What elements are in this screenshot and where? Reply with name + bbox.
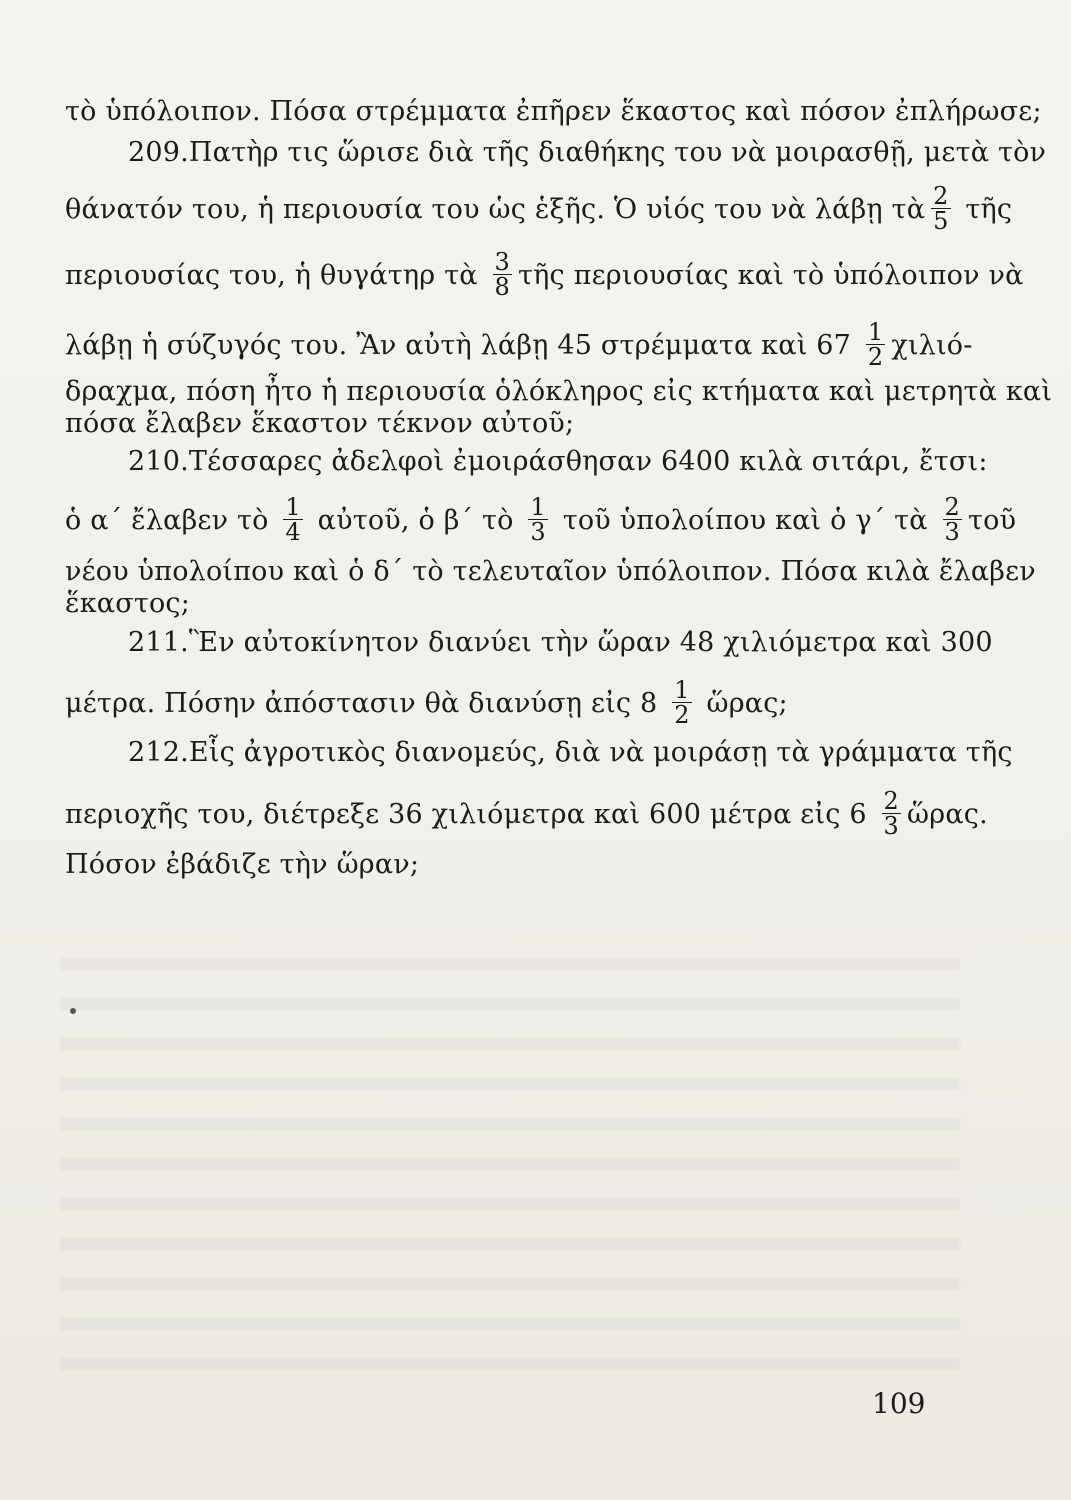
line-text: δραχμα, πόση ἦτο ἡ περιουσία ὁλόκληρος εἰς κτήματα καὶ μετρητὰ καὶ — [65, 376, 1053, 407]
bleed-through-text — [60, 930, 960, 1370]
problem-211-first-line — [128, 623, 993, 663]
fraction-1-4: $\frac{1}{4}$ — [285, 493, 301, 546]
fraction-3-8: $\frac{3}{8}$ — [494, 248, 511, 301]
problem-212-line-2 — [65, 787, 988, 840]
problem-number-211: 211. — [128, 627, 189, 658]
line-text: Πόσον ἐβάδιζε τὴν ὥραν; — [65, 849, 420, 880]
line-text: τῆς — [965, 194, 1013, 225]
problem-212-line-3 — [65, 845, 915, 885]
line-text: Εἷς ἀγροτικὸς διανομεύς, διὰ νὰ μοιράσῃ τὰ γράμματα τῆς — [188, 737, 1013, 768]
line-text: ὁ α΄ ἔλαβεν τὸ — [65, 505, 269, 536]
problem-209-line-3 — [65, 248, 1024, 301]
problem-209-line-4 — [65, 318, 973, 371]
line-text: τῆς περιουσίας καὶ τὸ ὑπόλοιπον νὰ — [518, 260, 1024, 291]
line-text: νέου ὑπολοίπου καὶ ὁ δ΄ τὸ τελευταῖον ὑπόλοιπον. Πόσα κιλὰ ἔλαβεν — [65, 556, 1036, 587]
ink-speck — [70, 1008, 76, 1014]
problem-210-first-line — [128, 442, 988, 482]
line-text: Ἓν αὐτοκίνητον διανύει τὴν ὥραν 48 χιλιόμετρα καὶ 300 — [188, 627, 993, 658]
line-text: λάβῃ ἡ σύζυγός του. Ἂν αὐτὴ λάβῃ 45 στρέμματα καὶ 67 — [65, 330, 852, 361]
line-text: περιουσίας του, ἡ θυγάτηρ τὰ — [65, 260, 478, 291]
line-text: χιλιό- — [891, 330, 973, 361]
fraction-1-2: $\frac{1}{2}$ — [867, 318, 884, 371]
problem-number-209: 209. — [128, 137, 189, 168]
fraction-1-3: $\frac{1}{3}$ — [530, 493, 546, 546]
line-text: τὸ ὑπόλοιπον. Πόσα στρέμματα ἐπῆρεν ἕκαστος καὶ πόσον ἐπλήρωσε; — [65, 96, 1042, 127]
line-text: τοῦ — [968, 505, 1017, 536]
problem-210-line-4 — [65, 584, 915, 624]
line-text: τοῦ ὑπολοίπου καὶ ὁ γ΄ τὰ — [562, 505, 928, 536]
line-text: ὥρας; — [706, 688, 788, 719]
fraction-2-3: $\frac{2}{3}$ — [883, 787, 900, 840]
problem-209-line-6 — [65, 404, 915, 444]
line-text: ἕκαστος; — [65, 588, 191, 619]
problem-number-210: 210. — [128, 446, 189, 477]
line-text: Πατὴρ τις ὥρισε διὰ τῆς διαθήκης του νὰ μοιρασθῇ, μετὰ τὸν — [188, 137, 1047, 168]
page-number: 109 — [872, 1387, 926, 1420]
line-text: ὥρας. — [907, 799, 988, 830]
line-text: πόσα ἔλαβεν ἕκαστον τέκνον αὐτοῦ; — [65, 408, 575, 439]
problem-209-line-2 — [65, 182, 1013, 235]
problem-211-line-2 — [65, 676, 915, 729]
line-text: αὐτοῦ, ὁ β΄ τὸ — [317, 505, 514, 536]
fraction-1-2: $\frac{1}{2}$ — [674, 676, 690, 729]
fraction-2-5: $\frac{2}{5}$ — [933, 182, 949, 235]
text-line-1 — [65, 92, 1042, 132]
line-text: θάνατόν του, ἡ περιουσία του ὡς ἑξῆς. Ὁ υἱός του νὰ λάβῃ τὰ — [65, 194, 926, 225]
fraction-2-3: $\frac{2}{3}$ — [944, 493, 961, 546]
line-text: περιοχῆς του, διέτρεξε 36 χιλιόμετρα καὶ 600 μέτρα εἰς 6 — [65, 799, 867, 830]
line-text: μέτρα. Πόσην ἀπόστασιν θὰ διανύσῃ εἰς 8 — [65, 688, 658, 719]
problem-number-212: 212. — [128, 737, 189, 768]
problem-209-first-line — [128, 133, 1047, 173]
problem-210-line-2 — [65, 493, 1017, 546]
line-text: Τέσσαρες ἀδελφοὶ ἐμοιράσθησαν 6400 κιλὰ σιτάρι, ἔτσι: — [188, 446, 988, 477]
problem-212-first-line — [128, 733, 1013, 773]
